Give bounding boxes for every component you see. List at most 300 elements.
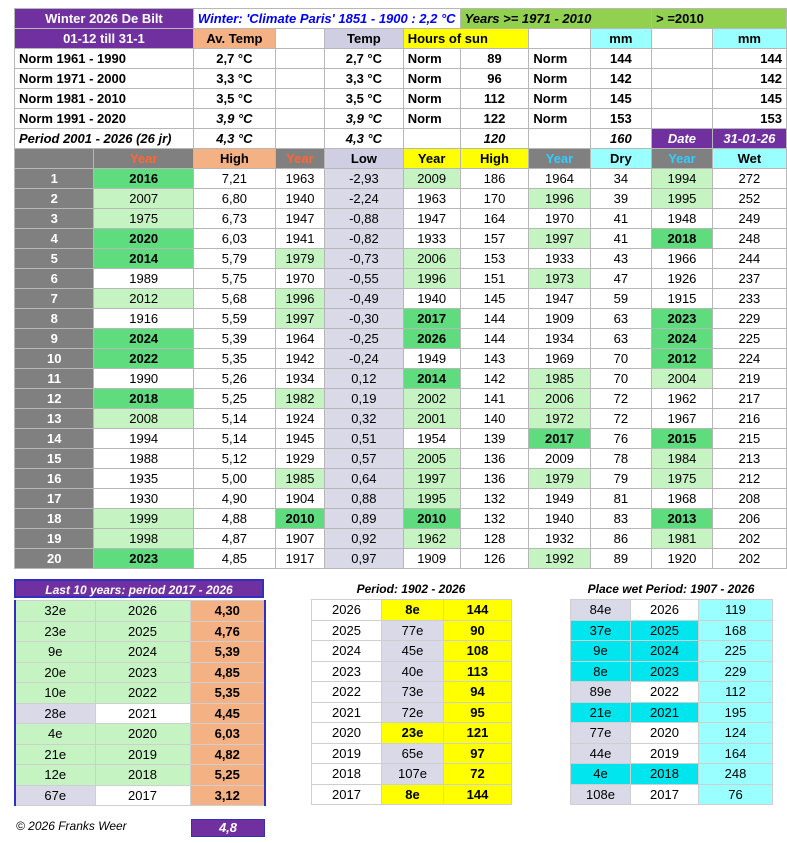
table-row bbox=[15, 349, 787, 369]
table-cell: 202 bbox=[712, 529, 786, 549]
norm-mm2: 145 bbox=[712, 89, 786, 109]
rank-place: 8e bbox=[382, 784, 444, 805]
rank-number: 2 bbox=[15, 189, 94, 209]
table-row bbox=[15, 469, 787, 489]
norm-word: Norm bbox=[403, 89, 460, 109]
year-cell: 2018 bbox=[312, 764, 382, 785]
table-cell: 47 bbox=[590, 269, 652, 289]
rank-place: 21e bbox=[571, 702, 631, 723]
sun-row bbox=[312, 682, 512, 703]
table-cell: 143 bbox=[460, 349, 529, 369]
rank-number: 20 bbox=[15, 549, 94, 569]
table-cell: 6,80 bbox=[193, 189, 275, 209]
table-cell: 1966 bbox=[652, 249, 713, 269]
table-cell: 1992 bbox=[529, 549, 590, 569]
norm-word: Norm bbox=[403, 109, 460, 129]
table-cell: 1996 bbox=[403, 269, 460, 289]
temp-cell: 3,12 bbox=[190, 785, 265, 806]
high-header: High bbox=[460, 149, 529, 169]
rank-place: 10e bbox=[15, 683, 95, 704]
temp-cell: 4,30 bbox=[190, 601, 265, 622]
table-row bbox=[15, 229, 787, 249]
year-cell: 2020 bbox=[312, 723, 382, 744]
year-cell: 2020 bbox=[631, 723, 699, 744]
blank-cell bbox=[275, 109, 324, 129]
table-cell: 2006 bbox=[403, 249, 460, 269]
table-cell: 132 bbox=[460, 489, 529, 509]
table-cell: 248 bbox=[712, 229, 786, 249]
blank-cell bbox=[529, 129, 590, 149]
table-cell: 1999 bbox=[94, 509, 193, 529]
table-cell: 1915 bbox=[652, 289, 713, 309]
table-row bbox=[15, 249, 787, 269]
last10-row bbox=[15, 724, 265, 745]
wet-cell: 168 bbox=[699, 620, 773, 641]
table-cell: 1979 bbox=[275, 249, 324, 269]
table-cell: 128 bbox=[460, 529, 529, 549]
table-cell: 63 bbox=[590, 329, 652, 349]
table-cell: 2001 bbox=[403, 409, 460, 429]
year-cell: 2025 bbox=[95, 621, 190, 642]
sun-row bbox=[312, 641, 512, 662]
table-cell: 6,03 bbox=[193, 229, 275, 249]
norm-avg: 3,3 °C bbox=[193, 69, 275, 89]
sun-cell: 95 bbox=[444, 702, 512, 723]
rank-place: 4e bbox=[15, 724, 95, 745]
table-cell: 2024 bbox=[652, 329, 713, 349]
norm-row bbox=[15, 49, 787, 69]
table-cell: 142 bbox=[460, 369, 529, 389]
table-cell: 164 bbox=[460, 209, 529, 229]
table-cell: 151 bbox=[460, 269, 529, 289]
norm-word: Norm bbox=[529, 69, 590, 89]
wet-row bbox=[571, 702, 773, 723]
table-cell: 2002 bbox=[403, 389, 460, 409]
table-cell: 212 bbox=[712, 469, 786, 489]
sun-row bbox=[312, 702, 512, 723]
temp-cell: 4,45 bbox=[190, 703, 265, 724]
sun-cell: 72 bbox=[444, 764, 512, 785]
table-cell: 41 bbox=[590, 209, 652, 229]
year-cell: 2026 bbox=[95, 601, 190, 622]
rank-number: 11 bbox=[15, 369, 94, 389]
table-cell: 136 bbox=[460, 449, 529, 469]
table-cell: 1916 bbox=[94, 309, 193, 329]
blank-cell bbox=[652, 49, 713, 69]
sun-period-title: Period: 1902 - 2026 bbox=[356, 582, 466, 596]
wet-cell: 112 bbox=[699, 682, 773, 703]
rank-number: 3 bbox=[15, 209, 94, 229]
table-cell: 5,39 bbox=[193, 329, 275, 349]
high-header: High bbox=[193, 149, 275, 169]
year-cell: 2026 bbox=[631, 600, 699, 621]
table-cell: 4,85 bbox=[193, 549, 275, 569]
period-mm: 160 bbox=[590, 129, 652, 149]
table-cell: -2,24 bbox=[325, 189, 404, 209]
table-cell: 2008 bbox=[94, 409, 193, 429]
table-cell: 153 bbox=[460, 249, 529, 269]
norm-label: Norm 1991 - 2020 bbox=[15, 109, 194, 129]
table-cell: 1933 bbox=[403, 229, 460, 249]
wet-period-table bbox=[570, 599, 773, 805]
rank-place: 23e bbox=[382, 723, 444, 744]
table-cell: 1940 bbox=[529, 509, 590, 529]
rank-place: 9e bbox=[15, 642, 95, 663]
table-cell: 1942 bbox=[275, 349, 324, 369]
table-cell: 89 bbox=[590, 549, 652, 569]
table-cell: -0,25 bbox=[325, 329, 404, 349]
table-cell: 70 bbox=[590, 369, 652, 389]
table-cell: 206 bbox=[712, 509, 786, 529]
table-cell: 2006 bbox=[529, 389, 590, 409]
rank-number: 5 bbox=[15, 249, 94, 269]
table-cell: 252 bbox=[712, 189, 786, 209]
table-cell: 1954 bbox=[403, 429, 460, 449]
table-cell: 2009 bbox=[529, 449, 590, 469]
rank-place: 20e bbox=[15, 662, 95, 683]
table-cell: 1967 bbox=[652, 409, 713, 429]
table-cell: 1998 bbox=[94, 529, 193, 549]
sun-cell: 113 bbox=[444, 661, 512, 682]
wet-cell: 248 bbox=[699, 764, 773, 785]
rank-place: 40e bbox=[382, 661, 444, 682]
norm-word: Norm bbox=[403, 69, 460, 89]
table-cell: 1924 bbox=[275, 409, 324, 429]
blank-cell bbox=[652, 69, 713, 89]
year-cell: 2023 bbox=[95, 662, 190, 683]
wet-row bbox=[571, 723, 773, 744]
norm-mm2: 153 bbox=[712, 109, 786, 129]
year-header: Year bbox=[275, 149, 324, 169]
norm-sun: 122 bbox=[460, 109, 529, 129]
table-row bbox=[15, 489, 787, 509]
sun-row bbox=[312, 743, 512, 764]
table-cell: 1996 bbox=[529, 189, 590, 209]
table-cell: 1968 bbox=[652, 489, 713, 509]
wet-row bbox=[571, 784, 773, 805]
table-cell: 2024 bbox=[94, 329, 193, 349]
wet-row bbox=[571, 661, 773, 682]
table-cell: 1990 bbox=[94, 369, 193, 389]
table-cell: 6,73 bbox=[193, 209, 275, 229]
title-row bbox=[15, 9, 787, 29]
rank-place: 45e bbox=[382, 641, 444, 662]
sun-cell: 94 bbox=[444, 682, 512, 703]
table-cell: 70 bbox=[590, 349, 652, 369]
table-cell: 1949 bbox=[529, 489, 590, 509]
mm-label: mm bbox=[590, 29, 652, 49]
table-cell: 132 bbox=[460, 509, 529, 529]
last10-table bbox=[14, 600, 266, 806]
table-cell: 5,14 bbox=[193, 409, 275, 429]
blank-cell bbox=[275, 129, 324, 149]
norm-row bbox=[15, 69, 787, 89]
table-cell: 1907 bbox=[275, 529, 324, 549]
table-cell: 244 bbox=[712, 249, 786, 269]
last10-row bbox=[15, 785, 265, 806]
table-cell: 81 bbox=[590, 489, 652, 509]
page-title: Winter 2026 De Bilt bbox=[15, 9, 194, 29]
last10-average: 4,8 bbox=[191, 819, 265, 837]
table-cell: 1963 bbox=[403, 189, 460, 209]
wet-cell: 76 bbox=[699, 784, 773, 805]
table-cell: 1932 bbox=[529, 529, 590, 549]
table-cell: 1995 bbox=[403, 489, 460, 509]
table-cell: 1935 bbox=[94, 469, 193, 489]
table-cell: 0,88 bbox=[325, 489, 404, 509]
table-cell: 186 bbox=[460, 169, 529, 189]
table-cell: 2014 bbox=[94, 249, 193, 269]
period-temp: 4,3 °C bbox=[325, 129, 404, 149]
blank-cell bbox=[652, 89, 713, 109]
sun-cell: 144 bbox=[444, 600, 512, 621]
rank-number: 7 bbox=[15, 289, 94, 309]
table-cell: 2020 bbox=[94, 229, 193, 249]
table-cell: 2012 bbox=[652, 349, 713, 369]
table-cell: 1934 bbox=[529, 329, 590, 349]
rank-place: 32e bbox=[15, 601, 95, 622]
temp-label: Temp bbox=[325, 29, 404, 49]
norm-temp: 2,7 °C bbox=[325, 49, 404, 69]
table-cell: 1945 bbox=[275, 429, 324, 449]
sun-period-table bbox=[311, 599, 512, 805]
year-cell: 2023 bbox=[631, 661, 699, 682]
rank-place: 73e bbox=[382, 682, 444, 703]
table-cell: 1997 bbox=[275, 309, 324, 329]
year-cell: 2021 bbox=[95, 703, 190, 724]
table-row bbox=[15, 169, 787, 189]
table-cell: 1973 bbox=[529, 269, 590, 289]
av-temp-label: Av. Temp bbox=[193, 29, 275, 49]
table-cell: 0,89 bbox=[325, 509, 404, 529]
rank-number: 12 bbox=[15, 389, 94, 409]
table-cell: 1962 bbox=[652, 389, 713, 409]
last10-row bbox=[15, 662, 265, 683]
rank-place: 89e bbox=[571, 682, 631, 703]
rank-number: 19 bbox=[15, 529, 94, 549]
year-header: Year bbox=[94, 149, 193, 169]
table-cell: 78 bbox=[590, 449, 652, 469]
period-label: Period 2001 - 2026 (26 jr) bbox=[15, 129, 194, 149]
table-cell: 170 bbox=[460, 189, 529, 209]
table-row bbox=[15, 269, 787, 289]
temp-cell: 4,82 bbox=[190, 744, 265, 765]
column-header-row bbox=[15, 149, 787, 169]
temp-cell: 5,25 bbox=[190, 765, 265, 786]
table-cell: 144 bbox=[460, 329, 529, 349]
table-cell: 1970 bbox=[529, 209, 590, 229]
table-cell: 1979 bbox=[529, 469, 590, 489]
norm-sun: 96 bbox=[460, 69, 529, 89]
rank-place: 77e bbox=[571, 723, 631, 744]
last10-row bbox=[15, 642, 265, 663]
wet-row bbox=[571, 682, 773, 703]
rank-number: 13 bbox=[15, 409, 94, 429]
table-cell: 2018 bbox=[652, 229, 713, 249]
copyright: © 2026 Franks Weer bbox=[16, 819, 127, 833]
table-cell: 2013 bbox=[652, 509, 713, 529]
table-cell: 5,68 bbox=[193, 289, 275, 309]
date-value: 31-01-26 bbox=[712, 129, 786, 149]
table-cell: 1962 bbox=[403, 529, 460, 549]
rank-number: 4 bbox=[15, 229, 94, 249]
table-cell: 216 bbox=[712, 409, 786, 429]
climate-note: Winter: 'Climate Paris' 1851 - 1900 : 2,2 °C bbox=[193, 9, 460, 29]
temp-cell: 4,85 bbox=[190, 662, 265, 683]
period-row bbox=[15, 129, 787, 149]
norm-mm: 153 bbox=[590, 109, 652, 129]
norm-sun: 112 bbox=[460, 89, 529, 109]
table-cell: 229 bbox=[712, 309, 786, 329]
rank-place: 23e bbox=[15, 621, 95, 642]
rank-number: 15 bbox=[15, 449, 94, 469]
table-cell: 126 bbox=[460, 549, 529, 569]
year-cell: 2019 bbox=[95, 744, 190, 765]
table-cell: 2022 bbox=[94, 349, 193, 369]
temp-cell: 6,03 bbox=[190, 724, 265, 745]
years-gte: > =2010 bbox=[652, 9, 787, 29]
blank-cell bbox=[275, 49, 324, 69]
table-cell: 0,51 bbox=[325, 429, 404, 449]
hours-sun-label: Hours of sun bbox=[403, 29, 529, 49]
table-cell: 1904 bbox=[275, 489, 324, 509]
table-cell: 136 bbox=[460, 469, 529, 489]
wet-period-title: Place wet Period: 1907 - 2026 bbox=[587, 582, 755, 596]
blank-cell bbox=[275, 89, 324, 109]
norm-word: Norm bbox=[529, 109, 590, 129]
table-cell: -0,73 bbox=[325, 249, 404, 269]
table-cell: 0,97 bbox=[325, 549, 404, 569]
wet-cell: 119 bbox=[699, 600, 773, 621]
table-cell: 1994 bbox=[94, 429, 193, 449]
table-cell: 1985 bbox=[529, 369, 590, 389]
table-cell: 1920 bbox=[652, 549, 713, 569]
table-cell: 4,87 bbox=[193, 529, 275, 549]
year-cell: 2022 bbox=[312, 682, 382, 703]
norm-temp: 3,5 °C bbox=[325, 89, 404, 109]
norm-mm: 142 bbox=[590, 69, 652, 89]
last10-row bbox=[15, 621, 265, 642]
year-cell: 2024 bbox=[95, 642, 190, 663]
last10-row bbox=[15, 765, 265, 786]
rank-number: 14 bbox=[15, 429, 94, 449]
table-cell: 72 bbox=[590, 409, 652, 429]
table-cell: 145 bbox=[460, 289, 529, 309]
table-cell: 1949 bbox=[403, 349, 460, 369]
table-cell: 1964 bbox=[275, 329, 324, 349]
wet-cell: 225 bbox=[699, 641, 773, 662]
table-row bbox=[15, 549, 787, 569]
year-cell: 2017 bbox=[312, 784, 382, 805]
norm-row bbox=[15, 89, 787, 109]
wet-cell: 124 bbox=[699, 723, 773, 744]
table-cell: 1948 bbox=[652, 209, 713, 229]
table-cell: 2010 bbox=[275, 509, 324, 529]
table-cell: -0,49 bbox=[325, 289, 404, 309]
table-cell: 1972 bbox=[529, 409, 590, 429]
rank-number: 16 bbox=[15, 469, 94, 489]
rank-number: 18 bbox=[15, 509, 94, 529]
table-cell: 1969 bbox=[529, 349, 590, 369]
table-row bbox=[15, 209, 787, 229]
wet-cell: 164 bbox=[699, 743, 773, 764]
table-cell: 4,90 bbox=[193, 489, 275, 509]
year-cell: 2021 bbox=[312, 702, 382, 723]
year-cell: 2019 bbox=[312, 743, 382, 764]
table-cell: 2005 bbox=[403, 449, 460, 469]
table-cell: 72 bbox=[590, 389, 652, 409]
year-cell: 2025 bbox=[312, 620, 382, 641]
norm-avg: 2,7 °C bbox=[193, 49, 275, 69]
table-cell: -0,30 bbox=[325, 309, 404, 329]
blank-cell bbox=[403, 129, 460, 149]
norm-label: Norm 1971 - 2000 bbox=[15, 69, 194, 89]
table-cell: 1964 bbox=[529, 169, 590, 189]
table-row bbox=[15, 429, 787, 449]
table-cell: 5,00 bbox=[193, 469, 275, 489]
subheader-row bbox=[15, 29, 787, 49]
year-cell: 2026 bbox=[312, 600, 382, 621]
last10-row bbox=[15, 703, 265, 724]
rank-place: 8e bbox=[571, 661, 631, 682]
rank-place: 21e bbox=[15, 744, 95, 765]
norm-avg: 3,5 °C bbox=[193, 89, 275, 109]
table-cell: 2017 bbox=[403, 309, 460, 329]
norm-word: Norm bbox=[529, 89, 590, 109]
table-cell: 1941 bbox=[275, 229, 324, 249]
table-cell: 1994 bbox=[652, 169, 713, 189]
wet-header: Wet bbox=[712, 149, 786, 169]
rank-number: 17 bbox=[15, 489, 94, 509]
table-cell: 34 bbox=[590, 169, 652, 189]
table-cell: 2012 bbox=[94, 289, 193, 309]
table-cell: 86 bbox=[590, 529, 652, 549]
table-cell: 1988 bbox=[94, 449, 193, 469]
table-row bbox=[15, 509, 787, 529]
blank-cell bbox=[652, 29, 713, 49]
year-cell: 2021 bbox=[631, 702, 699, 723]
table-cell: 4,88 bbox=[193, 509, 275, 529]
table-cell: 1997 bbox=[529, 229, 590, 249]
dry-header: Dry bbox=[590, 149, 652, 169]
table-cell: 1929 bbox=[275, 449, 324, 469]
table-cell: -0,24 bbox=[325, 349, 404, 369]
table-row bbox=[15, 329, 787, 349]
table-cell: 0,19 bbox=[325, 389, 404, 409]
table-cell: 213 bbox=[712, 449, 786, 469]
rank-place: 108e bbox=[571, 784, 631, 805]
rank-number: 6 bbox=[15, 269, 94, 289]
norm-word: Norm bbox=[529, 49, 590, 69]
norm-temp: 3,9 °C bbox=[325, 109, 404, 129]
temp-cell: 5,35 bbox=[190, 683, 265, 704]
year-cell: 2022 bbox=[95, 683, 190, 704]
blank-cell bbox=[275, 69, 324, 89]
wet-row bbox=[571, 620, 773, 641]
blank-cell bbox=[652, 109, 713, 129]
table-cell: 5,12 bbox=[193, 449, 275, 469]
table-cell: 233 bbox=[712, 289, 786, 309]
table-cell: 2014 bbox=[403, 369, 460, 389]
table-cell: 2016 bbox=[94, 169, 193, 189]
year-header: Year bbox=[529, 149, 590, 169]
wet-row bbox=[571, 764, 773, 785]
table-row bbox=[15, 409, 787, 429]
table-cell: 1909 bbox=[529, 309, 590, 329]
table-row bbox=[15, 289, 787, 309]
rank-place: 72e bbox=[382, 702, 444, 723]
rank-number: 9 bbox=[15, 329, 94, 349]
